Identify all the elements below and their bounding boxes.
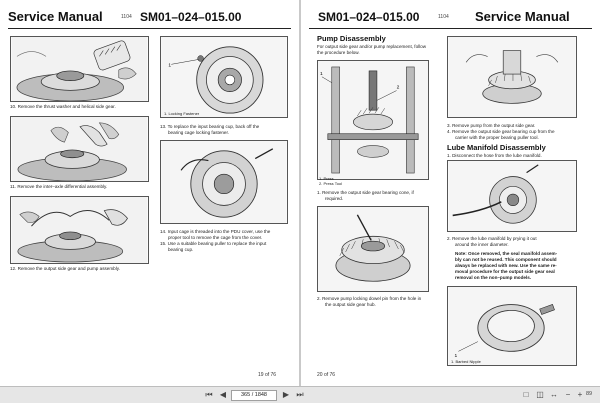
figure-lube-hose	[447, 160, 577, 232]
note-text-4: moval procedure for the output side gear seal	[455, 269, 555, 274]
lube-step-1: 1. Disconnect the hose from the lube manifold.	[447, 153, 542, 158]
header-rule	[8, 28, 291, 29]
left-page	[0, 0, 299, 386]
figure-input-cage	[160, 140, 288, 224]
legend-barbed-nipple: 1. Barbed Nipple	[451, 359, 481, 364]
figure-locking-dowel	[317, 206, 429, 292]
caption-step-10: 10. Remove the thrust washer and helical side gear.	[10, 104, 116, 109]
lube-step-2a: 2. Remove the lube manifold by prying it out	[447, 236, 537, 241]
locking-dowel-illustration	[318, 207, 428, 291]
note-text-3: always be replaced with new. Use the same re-	[455, 263, 557, 268]
header-code-right: 1104	[438, 14, 449, 20]
header-code: 1104	[121, 14, 132, 20]
fit-width-icon: ↔	[550, 390, 558, 399]
first-page-button[interactable]	[203, 389, 215, 401]
locking-fastener-illustration	[161, 37, 287, 117]
legend-press-tool: 2. Press Tool	[319, 181, 343, 186]
heading-pump-disassembly: Pump Disassembly	[317, 34, 386, 43]
pump-removal-illustration	[448, 37, 576, 117]
caption-step-15b: bearing cup.	[168, 247, 194, 252]
note-line-5	[455, 275, 531, 281]
page-header	[8, 8, 291, 26]
svg-text:1: 1	[168, 63, 172, 69]
caption-step-13a: 13. To replace the input bearing cup, back off the	[160, 124, 260, 129]
caption-step-13b: bearing cage locking fastener.	[168, 130, 230, 135]
press-illustration	[318, 61, 428, 179]
two-page-view-button[interactable]	[534, 389, 546, 401]
manual-title: Service Manual	[8, 9, 103, 24]
document-number-right: SM01–024–015.00	[318, 10, 420, 24]
fit-width-button[interactable]	[548, 389, 560, 401]
caption-step-14b: proper tool to remove the cage from the cover.	[168, 235, 263, 240]
last-page-icon: ⏭	[296, 390, 304, 399]
two-page-icon: ◫	[536, 390, 544, 399]
zoom-in-icon: +	[577, 390, 583, 399]
single-page-view-button[interactable]	[520, 389, 532, 401]
zoom-in-button[interactable]	[574, 389, 586, 401]
figure-press	[317, 60, 429, 180]
figure-locking-fastener	[160, 36, 288, 118]
legend-press: 1. Press	[319, 176, 334, 181]
lube-hose-illustration	[448, 161, 576, 231]
pump-step-3: 3. Remove pump from the output side gear.	[447, 123, 536, 128]
caption-step-11: 11. Remove the inter–axle differential assembly.	[10, 184, 108, 189]
pump-step-2b: the output side gear hub.	[325, 302, 376, 307]
page-indicator-input[interactable]: 365 / 1848	[231, 390, 277, 401]
single-page-icon: □	[523, 390, 529, 399]
svg-text:1: 1	[319, 71, 323, 77]
page-header-right	[309, 8, 592, 26]
first-page-icon: ⏮	[205, 390, 213, 399]
output-gear-illustration	[11, 197, 148, 263]
caption-step-15a: 15. Use a suitable bearing puller to replace the input	[160, 241, 267, 246]
prev-page-icon: ◀	[219, 390, 227, 399]
last-page-button[interactable]	[294, 389, 306, 401]
note-text-5: removal on the non–pump models.	[455, 275, 532, 280]
zoom-level[interactable]: 89	[586, 391, 593, 397]
figure-helical-gear	[10, 36, 149, 102]
heading-lube-manifold: Lube Manifold Disassembly	[447, 143, 546, 152]
right-page	[301, 0, 600, 386]
lube-step-2b: around the inner diameter.	[455, 242, 509, 247]
legend-locking-fastener: 1. Locking Fastener	[164, 111, 200, 116]
figure-output-side-gear	[10, 196, 149, 264]
note-text-2: bly can not be reused. This component should	[455, 257, 557, 262]
viewer-toolbar	[0, 386, 600, 403]
pump-intro-b: the procedure below.	[317, 50, 360, 55]
document-number: SM01–024–015.00	[140, 10, 242, 24]
pump-step-2a: 2. Remove pump locking dowel pin from the hole in	[317, 296, 422, 301]
barbed-nipple-illustration	[448, 287, 576, 365]
input-cage-illustration	[161, 141, 287, 223]
figure-barbed-nipple	[447, 286, 577, 366]
figure-inter-axle-diff	[10, 116, 149, 182]
page-number: 19 of 76	[258, 372, 277, 378]
caption-step-14a: 14. Input cage is threaded into the PDU cover, use the	[160, 229, 271, 234]
inter-axle-illustration	[11, 117, 148, 181]
pump-step-1a: 1. Remove the output side gear bearing cone, if	[317, 190, 414, 195]
page-number-right: 20 of 76	[317, 372, 336, 378]
helical-gear-illustration	[11, 37, 148, 101]
svg-text:1: 1	[454, 354, 458, 360]
header-rule-right	[309, 28, 592, 29]
prev-page-button[interactable]	[217, 389, 229, 401]
note-label: Note:	[455, 251, 467, 256]
next-page-button[interactable]	[280, 389, 292, 401]
manual-title-right: Service Manual	[475, 9, 570, 24]
pump-step-4b: carrier with the proper bearing puller tool.	[455, 135, 539, 140]
pump-step-1b: required.	[325, 196, 344, 201]
note-text-1: Once removed, the seal manifold assem-	[466, 251, 558, 256]
pump-intro-a: For output side gear and/or pump replacement, follow	[317, 44, 427, 49]
figure-pump-removal	[447, 36, 577, 118]
zoom-out-icon: −	[565, 390, 571, 399]
caption-step-12: 12. Remove the output side gear and pump assembly.	[10, 266, 120, 271]
pump-step-4a: 4. Remove the output side gear bearing cup from the	[447, 129, 555, 134]
zoom-out-button[interactable]	[562, 389, 574, 401]
svg-text:2: 2	[396, 85, 400, 91]
next-page-icon: ▶	[282, 390, 290, 399]
